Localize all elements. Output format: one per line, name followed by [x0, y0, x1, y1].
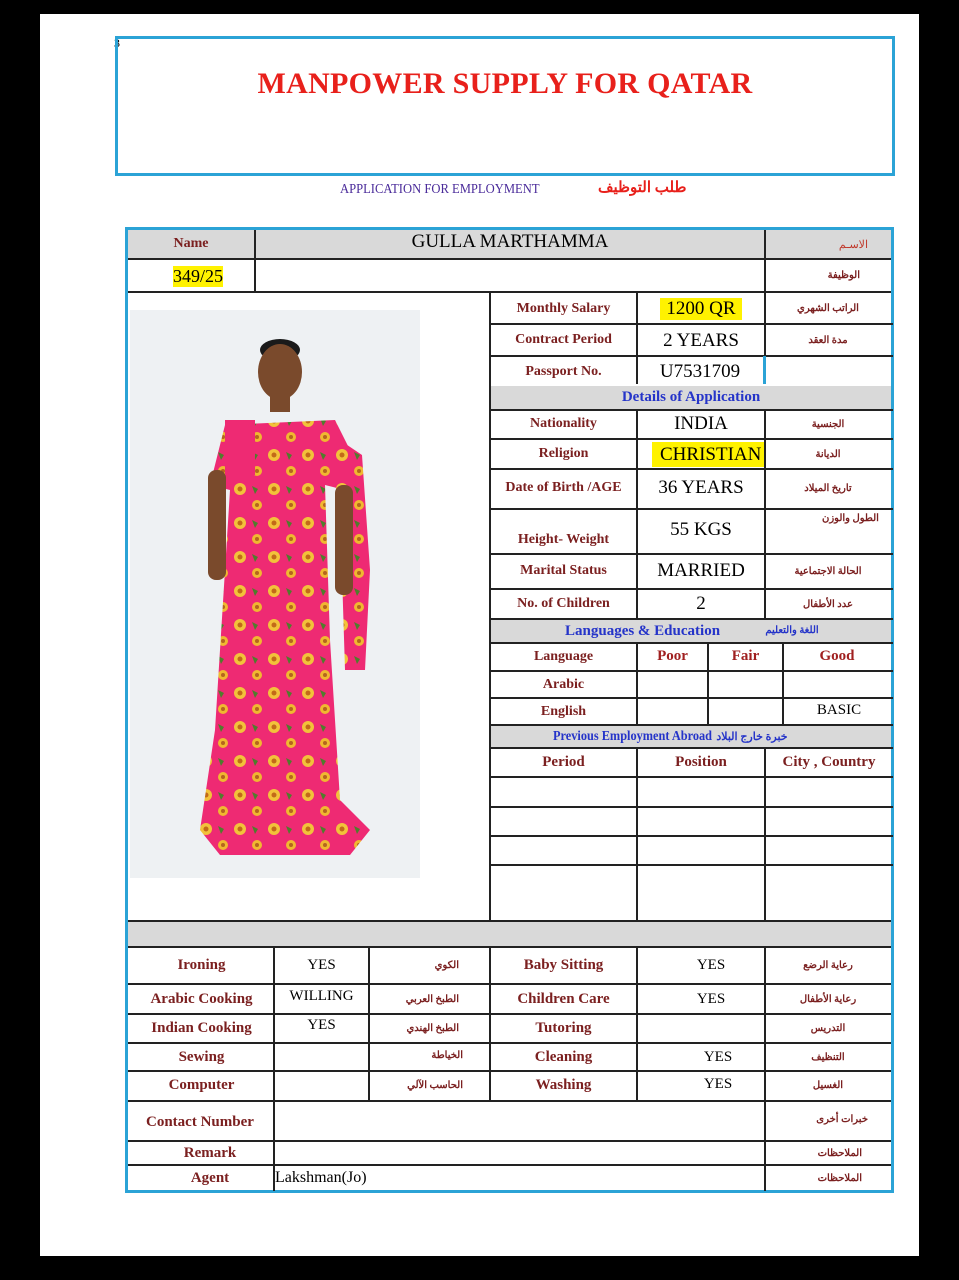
height-weight-label: Height- Weight — [517, 532, 610, 547]
form-title: MANPOWER SUPPLY FOR QATAR — [257, 67, 753, 100]
employment-section-ar: خبرة خارج البلاد — [716, 730, 788, 743]
lang-arabic-good — [784, 672, 890, 697]
skill-babysitting-value: YES — [696, 956, 726, 973]
dob-value: 36 YEARS — [658, 477, 744, 498]
contact-value — [275, 1104, 764, 1140]
skill-sewing-value — [275, 1044, 368, 1070]
religion-value: CHRISTIAN — [652, 442, 764, 467]
contract-value: 2 YEARS — [663, 330, 739, 351]
fair-header: Fair — [731, 647, 760, 664]
applicant-photo — [130, 310, 420, 878]
contact-label: Contact Number — [146, 1113, 254, 1130]
subtitle-ar: طلب التوظيف — [598, 180, 687, 196]
skill-childrencare-ar: رعاية الأطفال — [799, 993, 857, 1005]
skill-indian-cooking-ar: الطبخ الهندي — [406, 1023, 459, 1034]
contract-label: Contract Period — [515, 332, 612, 347]
skill-arabic-cooking-ar: الطبخ العربي — [405, 993, 459, 1005]
passport-label: Passport No. — [525, 364, 602, 379]
skill-computer-ar: الحاسب الآلي — [407, 1079, 463, 1091]
skill-computer-label: Computer — [168, 1076, 235, 1093]
language-header: Language — [533, 649, 594, 664]
page-marker: 3 — [114, 36, 120, 50]
skill-arabic-cooking-value: WILLING — [289, 987, 354, 1004]
height-weight-ar: الطول والوزن — [822, 512, 879, 524]
agent-value: Lakshman(Jo) — [275, 1169, 367, 1186]
skill-sewing-ar: الخياطة — [431, 1049, 463, 1061]
skill-childrencare-label: Children Care — [517, 990, 610, 1007]
dob-label: Date of Birth /AGE — [505, 480, 622, 495]
skill-sewing-label: Sewing — [178, 1048, 225, 1065]
children-value: 2 — [696, 593, 706, 614]
period-header: Period — [542, 753, 585, 770]
marital-value: MARRIED — [657, 560, 745, 581]
agent-ar: الملاحظات — [817, 1172, 862, 1184]
lang-english-good: BASIC — [816, 701, 862, 718]
skill-cleaning-ar: التنظيف — [811, 1051, 845, 1063]
languages-section-ar: اللغة والتعليم — [765, 624, 819, 636]
remark-ar: الملاحظات — [817, 1147, 862, 1159]
subtitle-en: APPLICATION FOR EMPLOYMENT — [340, 182, 540, 197]
religion-ar: الديانة — [815, 448, 841, 460]
lang-english-label: English — [540, 703, 587, 719]
skill-computer-value — [275, 1072, 368, 1098]
children-label: No. of Children — [517, 596, 610, 611]
languages-section-header: Languages & Education — [491, 620, 891, 642]
skill-babysitting-ar: رعاية الرضع — [803, 959, 853, 971]
skill-indian-cooking-label: Indian Cooking — [151, 1020, 252, 1036]
frame-bottom — [125, 1190, 894, 1193]
header-box — [115, 36, 895, 176]
lang-arabic-label: Arabic — [542, 676, 585, 692]
details-section-header: Details of Application — [491, 386, 891, 409]
name-label: Name — [173, 236, 209, 251]
good-header: Good — [819, 647, 855, 664]
salary-label: Monthly Salary — [516, 300, 611, 316]
salary-value: 1200 QR — [640, 296, 762, 322]
remark-value — [275, 1142, 764, 1164]
skill-indian-cooking-value: YES — [307, 1016, 336, 1033]
skill-washing-ar: الغسيل — [812, 1079, 844, 1091]
religion-label: Religion — [538, 446, 589, 461]
ref-number: 349/25 — [172, 265, 223, 286]
salary-ar: الراتب الشهري — [797, 303, 859, 314]
skill-arabic-cooking-label: Arabic Cooking — [150, 990, 253, 1007]
agent-label: Agent — [190, 1169, 230, 1186]
skill-tutoring-label: Tutoring — [535, 1020, 592, 1036]
marital-ar: الحالة الاجتماعية — [794, 565, 862, 577]
skill-washing-label: Washing — [535, 1076, 592, 1093]
children-ar: عدد الأطفال — [803, 598, 853, 610]
ref-ar: الوظيفة — [827, 269, 860, 281]
divider-band — [128, 922, 891, 946]
nationality-label: Nationality — [530, 416, 597, 431]
marital-label: Marital Status — [520, 563, 607, 578]
contact-ar: خبرات أخرى — [816, 1113, 868, 1125]
skill-ironing-ar: الكوي — [434, 959, 459, 971]
nationality-value: INDIA — [674, 413, 728, 434]
position-header: Position — [675, 753, 727, 770]
skill-ironing-value: YES — [307, 956, 336, 973]
nationality-ar: الجنسية — [811, 418, 845, 430]
skill-tutoring-ar: التدريس — [810, 1023, 846, 1034]
poor-header: Poor — [657, 647, 688, 664]
name-value: GULLA MARTHAMMA — [411, 231, 609, 252]
skill-babysitting-label: Baby Sitting — [523, 956, 604, 973]
passport-value: U7531709 — [659, 361, 741, 382]
contract-ar: مدة العقد — [808, 334, 848, 346]
skill-washing-value: YES — [703, 1075, 733, 1092]
height-weight-value: 55 KGS — [670, 519, 732, 540]
frame-left — [125, 227, 128, 1193]
city-country-header: City , Country — [782, 753, 876, 770]
skill-tutoring-value — [638, 1015, 784, 1042]
employment-section-header: Previous Employment Abroad — [491, 726, 891, 747]
remark-label: Remark — [183, 1144, 237, 1161]
name-ar: الاسـم — [838, 238, 868, 251]
skill-cleaning-label: Cleaning — [534, 1048, 593, 1065]
skill-cleaning-value: YES — [703, 1048, 733, 1065]
dob-ar: تاريخ الميلاد — [804, 482, 852, 494]
skill-ironing-label: Ironing — [177, 956, 226, 973]
skill-childrencare-value: YES — [696, 990, 726, 1007]
